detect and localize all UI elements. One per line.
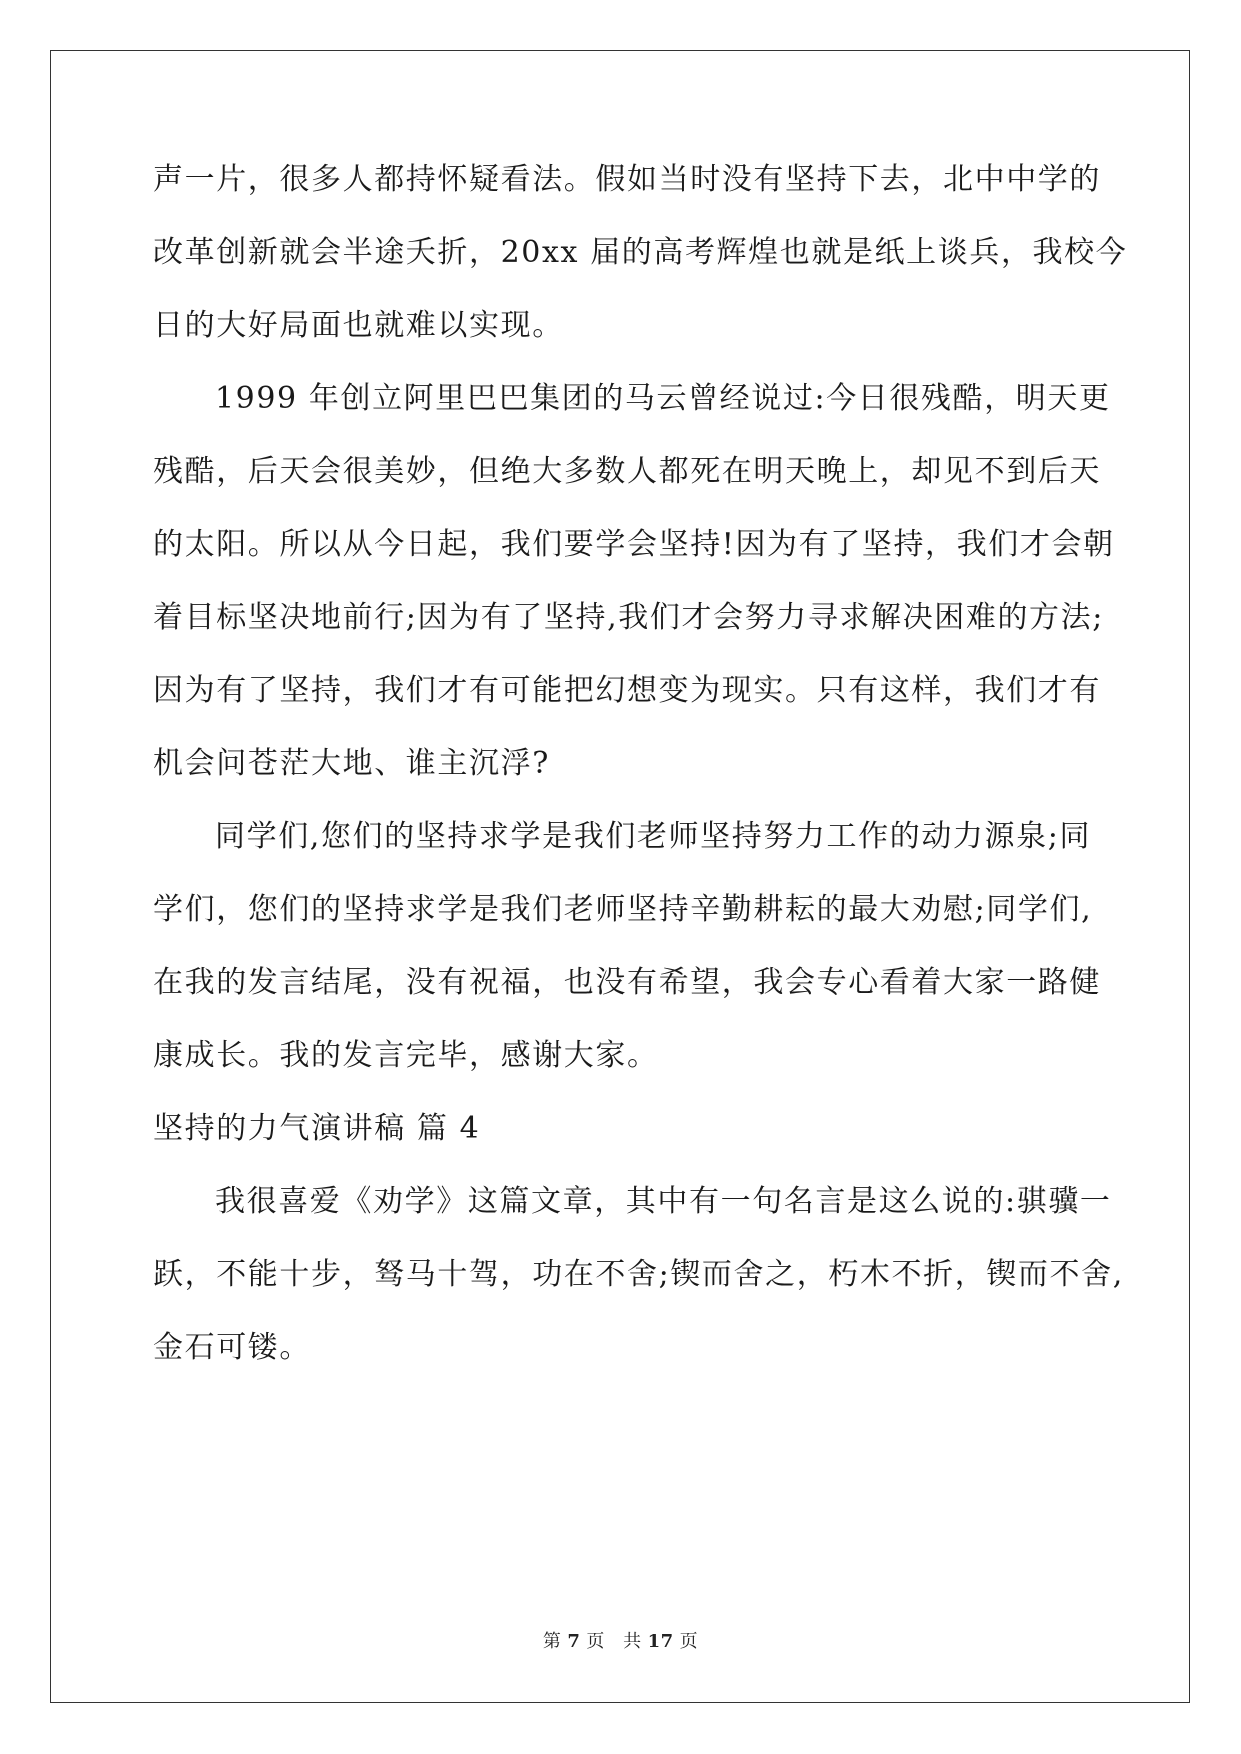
text-line: 改革创新就会半途夭折，20xx 届的高考辉煌也就是纸上谈兵，我校今 [153,235,1128,270]
text-line: 残酷，后天会很美妙，但绝大多数人都死在明天晚上，却见不到后天 [153,454,1101,489]
text-line: 声一片，很多人都持怀疑看法。假如当时没有坚持下去，北中中学的 [153,162,1101,197]
paragraph-start-line: 1999 年创立阿里巴巴集团的马云曾经说过:今日很残酷，明天更 [215,381,1111,416]
text-line: 学们，您们的坚持求学是我们老师坚持辛勤耕耘的最大劝慰;同学们, [153,892,1093,927]
text-line: 机会问苍茫大地、谁主沉浮? [153,746,550,781]
text-line: 金石可镂。 [153,1330,311,1365]
section-heading: 坚持的力气演讲稿 篇 4 [153,1111,481,1146]
text-line: 因为有了坚持，我们才有可能把幻想变为现实。只有这样，我们才有 [153,673,1101,708]
page-border [50,50,1190,1703]
text-line: 日的大好局面也就难以实现。 [153,308,564,343]
text-line: 着目标坚决地前行;因为有了坚持,我们才会努力寻求解决困难的方法; [153,600,1104,635]
page-total: 共 17 页 [623,1631,699,1652]
paragraph-start-line: 同学们,您们的坚持求学是我们老师坚持努力工作的动力源泉;同 [215,819,1092,854]
text-line: 跃，不能十步，驽马十驾，功在不舍;锲而舍之，朽木不折，锲而不舍, [153,1257,1124,1292]
page-footer [0,1630,1241,1654]
paragraph-start-line: 我很喜爱《劝学》这篇文章，其中有一句名言是这么说的:骐骥一 [215,1184,1112,1219]
text-line: 的太阳。所以从今日起，我们要学会坚持!因为有了坚持，我们才会朝 [153,527,1115,562]
page-number: 第 7 页 [542,1631,605,1652]
text-line: 在我的发言结尾，没有祝福，也没有希望，我会专心看着大家一路健 [153,965,1101,1000]
text-line: 康成长。我的发言完毕，感谢大家。 [153,1038,659,1073]
